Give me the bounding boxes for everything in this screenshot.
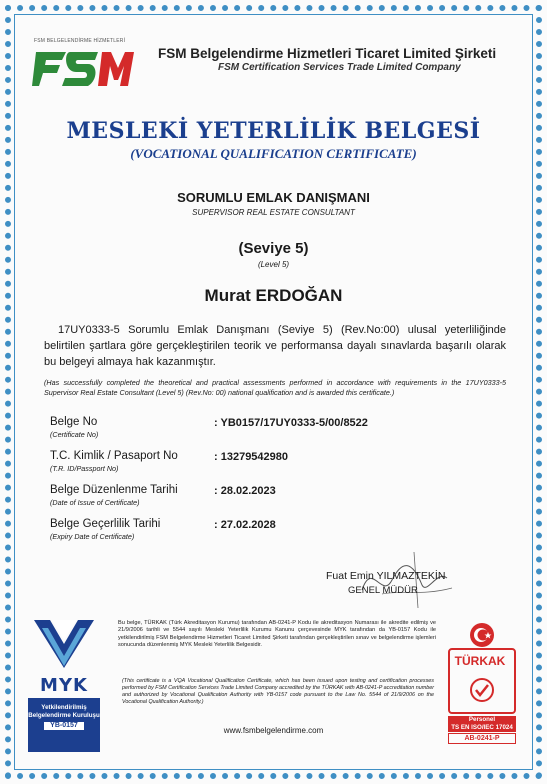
field-row-certificate-no <box>50 416 510 450</box>
fsm-logo <box>30 36 138 94</box>
qualification-level: (Seviye 5) <box>238 240 309 257</box>
website-text: www.fsmbelgelendirme.com <box>223 726 324 735</box>
field-label: Belge No <box>50 416 98 428</box>
field-label-english: (Expiry Date of Certificate) <box>50 532 135 541</box>
turkak-badge <box>446 622 518 756</box>
myk-code: YB-0157 <box>44 722 84 730</box>
company-block <box>158 46 518 73</box>
field-row-issue-date <box>50 484 510 518</box>
turkak-word: TÜRKAK <box>454 654 506 668</box>
certificate-fields <box>50 416 510 552</box>
myk-line2: Belgelendirme Kuruluşu <box>28 712 100 719</box>
description-text: 17UY0333-5 Sorumlu Emlak Danışmanı (Seviye 5) (Rev.No:00) ulusal yeterliliğinde belirtilen şartlara göre gerçekleştirilen teorik ve performansa dayalı sınavlarda başarılı olarak bu belgeyi almaya hak kazanmıştır. <box>44 324 506 368</box>
turkak-line2: TS EN ISO/IEC 17024 <box>448 724 516 732</box>
qualification-name: SORUMLU EMLAK DANIŞMANI <box>177 190 370 205</box>
field-label: T.C. Kimlik / Pasaport No <box>50 450 178 462</box>
certificate-page <box>22 22 525 762</box>
field-label-english: (T.R. ID/Passport No) <box>50 464 119 473</box>
turkak-crescent-icon <box>468 622 496 648</box>
myk-line1: Yetkilendirilmiş <box>41 704 87 711</box>
holder-name: Murat ERDOĞAN <box>204 286 343 305</box>
certificate-header <box>30 36 520 96</box>
field-label-english: (Date of Issue of Certificate) <box>50 498 140 507</box>
field-row-id-number <box>50 450 510 484</box>
field-label-english: (Certificate No) <box>50 430 99 439</box>
company-name: FSM Belgelendirme Hizmetleri Ticaret Limited Şirketi <box>158 46 497 61</box>
logo-small-text: FSM BELGELENDİRME HİZMETLERİ <box>34 38 126 44</box>
field-value: : 27.02.2028 <box>214 519 276 531</box>
checkmark-icon <box>468 676 496 704</box>
myk-logo-text: MYK <box>40 675 88 696</box>
signatory-name: Fuat Emin YILMAZTEKİN <box>326 570 446 582</box>
certificate-title: MESLEKİ YETERLİLİK BELGESİ <box>66 118 481 144</box>
company-name-english: FSM Certification Services Trade Limited Company <box>218 62 461 73</box>
accreditation-text: Bu belge, TÜRKAK (Türk Akreditasyon Kurumu) tarafından AB-0241-P Kodu ile akreditasyon Numarası ile akredite edilmiş ve 21/9/2006 tarihli ve 5544 sayılı Mesleki Yeterlilik Kurumu Kanunu çerçevesinde MYK tarafından da YB-0157 Kodu ile yetkilendirilmiş FSM Belgelendirme Hizmetleri Ticaret Limited Şirketi tarafından gerçekleştirilen sınav ve belgelendirme işlemleri sonucunda düzenlenmiş MYK Mesleki Yeterlilik Belgesidir. <box>118 620 436 648</box>
myk-authorization-band <box>28 698 100 752</box>
field-label: Belge Düzenlenme Tarihi <box>50 484 178 496</box>
field-value: : 28.02.2023 <box>214 485 276 497</box>
qualification-name-english: SUPERVISOR REAL ESTATE CONSULTANT <box>192 208 355 217</box>
field-label: Belge Geçerlilik Tarihi <box>50 518 161 530</box>
certificate-title-english: (VOCATIONAL QUALIFICATION CERTIFICATE) <box>130 146 417 161</box>
fsm-logo-icon <box>32 46 136 90</box>
description-text-english: (Has successfully completed the theoretical and practical assessments performed in accordance with requirements in the 17UY0333-5 Supervisor Real Estate Consultant (Level 5) (Rev.No: 00) national qualification and is awarded this certificate.) <box>44 378 506 397</box>
field-row-expiry-date <box>50 518 510 552</box>
signatory-title: GENEL MÜDÜR <box>348 585 418 596</box>
myk-emblem-icon <box>28 618 100 676</box>
field-value: : 13279542980 <box>214 451 289 463</box>
turkak-line1: Personel <box>448 716 516 724</box>
accreditation-text-english: (This certificate is a VQA Vocational Qualification Certificate, which has been issued upon testing and certification processes performed by FSM Certification Services Trade Limited Company accredited by the TÜRKAK with AB-0241-P accreditation number and authorized by Vocational Qualification Authority with YB-0157 code pursuant to the Law No. 5544 of 21/9/2006 on the Vocational Qualification Authority.) <box>122 678 434 705</box>
turkak-code: AB-0241-P <box>448 733 516 744</box>
field-value: : YB0157/17UY0333-5/00/8522 <box>214 417 368 429</box>
qualification-level-english: (Level 5) <box>257 260 290 269</box>
